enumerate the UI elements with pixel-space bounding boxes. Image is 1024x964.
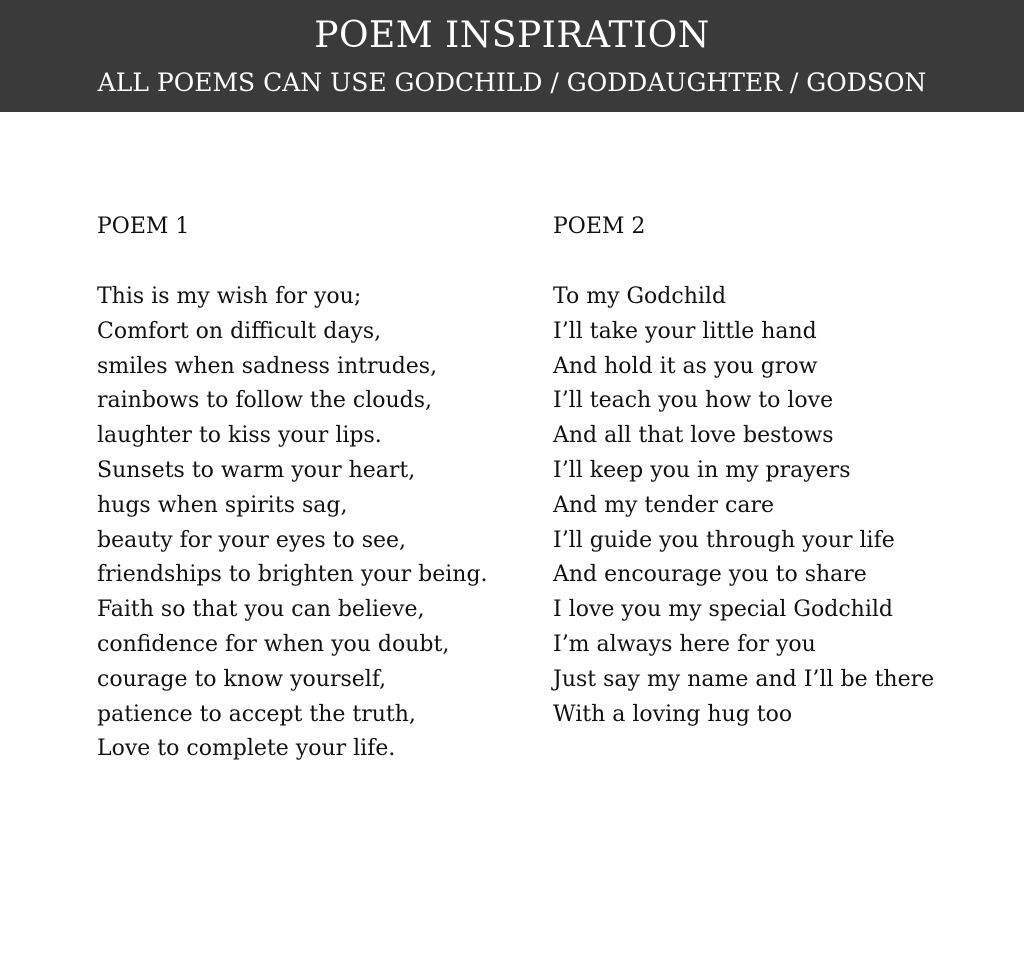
poem-line: Faith so that you can believe, — [97, 597, 425, 623]
poem-line: laughter to kiss your lips. — [97, 423, 382, 449]
poem-line: And encourage you to share — [553, 562, 867, 588]
poem-line: hugs when spirits sag, — [97, 492, 348, 518]
poem-2 — [553, 210, 993, 732]
page-subtitle: ALL POEMS CAN USE GODCHILD / GODDAUGHTER / GODSON — [97, 68, 927, 97]
poem-line: I’ll guide you through your life — [553, 527, 895, 553]
poem-line: I’m always here for you — [553, 631, 816, 657]
poem-line: I’ll teach you how to love — [553, 388, 834, 414]
poem-line: courage to know yourself, — [97, 666, 387, 692]
poem-line: confidence for when you doubt, — [97, 631, 450, 657]
poem-line: With a loving hug too — [553, 701, 793, 727]
poem-line: To my Godchild — [553, 284, 727, 309]
poem-line: And hold it as you grow — [553, 353, 818, 379]
poem-line: Love to complete your life. — [97, 736, 396, 762]
poem-line: Just say my name and I’ll be there — [553, 666, 935, 692]
poem-line: And all that love bestows — [553, 423, 834, 449]
poem-line: This is my wish for you; — [97, 284, 362, 309]
page-title: POEM INSPIRATION — [314, 15, 710, 56]
poem-line: I’ll take your little hand — [553, 318, 817, 344]
poem-line: I love you my special Godchild — [553, 597, 893, 623]
poem-line: Sunsets to warm your heart, — [97, 457, 416, 483]
poem-1 — [97, 210, 537, 767]
poem-line: And my tender care — [553, 492, 775, 518]
poem-heading: POEM 2 — [553, 214, 646, 239]
poem-line: patience to accept the truth, — [97, 701, 416, 727]
poem-line: rainbows to follow the clouds, — [97, 388, 433, 414]
poem-line: beauty for your eyes to see, — [97, 527, 407, 553]
poem-line: I’ll keep you in my prayers — [553, 457, 851, 483]
header-banner — [0, 0, 1024, 112]
poem-line: friendships to brighten your being. — [97, 562, 488, 588]
poem-line: smiles when sadness intrudes, — [97, 353, 438, 379]
poem-heading: POEM 1 — [97, 214, 190, 239]
poem-line: Comfort on difficult days, — [97, 318, 382, 344]
